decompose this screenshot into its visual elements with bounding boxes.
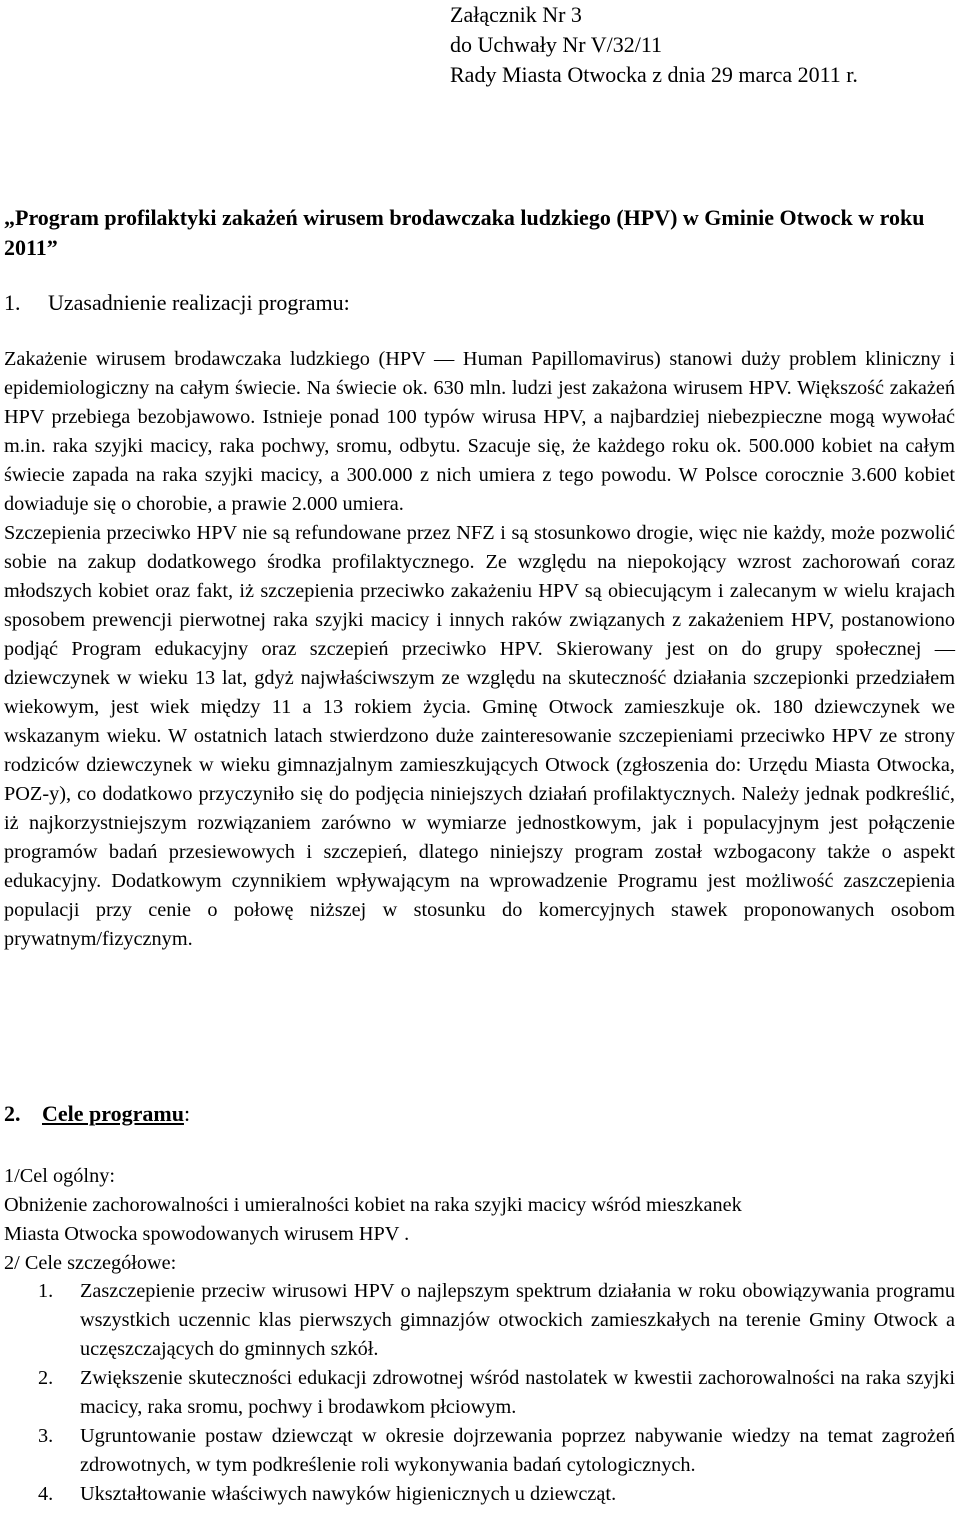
attachment-header <box>450 0 858 90</box>
section-1-heading-text: Uzasadnienie realizacji programu: <box>48 290 350 315</box>
header-line-council: Rady Miasta Otwocka z dnia 29 marca 2011 r. <box>450 62 858 87</box>
list-item <box>38 1277 955 1364</box>
list-item-number: 4. <box>38 1483 54 1505</box>
section-2-heading-colon: : <box>183 1101 191 1126</box>
list-item-number: 3. <box>38 1425 54 1447</box>
section-2-number: 2. <box>4 1101 21 1126</box>
list-item-text: Ugruntowanie postaw dziewcząt w okresie dojrzewania poprzez nabywanie wiedzy na temat zagrożeń zdrowotnych, w tym podkreślenie roli wykonywania badań cytologicznych. <box>80 1425 955 1476</box>
list-item <box>38 1480 955 1509</box>
general-goal-line-1: Obniżenie zachorowalności i umieralności kobiet na raka szyjki macicy wśród mieszkanek <box>4 1194 742 1216</box>
list-item-text: Ukształtowanie właściwych nawyków higienicznych u dziewcząt. <box>80 1483 617 1505</box>
header-line-attachment: Załącznik Nr 3 <box>450 2 582 27</box>
section-1-paragraph-1: Zakażenie wirusem brodawczaka ludzkiego (HPV — Human Papillomavirus) stanowi duży problem kliniczny i epidemiologiczny na całym świecie. Na świecie ok. 630 mln. ludzi jest zakażona wirusem HPV. Większość zakażeń HPV przebiega bezobjawowo. Istnieje ponad 100 typów wirusa HPV, a najbardziej niebezpieczne mogą wywołać m.in. raka szyjki macicy, raka pochwy, sromu, odbytu. Szacuje się, że każdego roku ok. 500.000 kobiet na całym świecie zapada na raka szyjki macicy, a 300.000 z nich umiera z tego powodu. W Polsce corocznie 3.600 kobiet dowiaduje się o chorobie, a prawie 2.000 umiera. <box>4 348 955 515</box>
general-goal-label: 1/Cel ogólny: <box>4 1165 115 1187</box>
section-2-heading <box>4 1099 190 1129</box>
list-item-number: 1. <box>38 1280 54 1302</box>
list-item-number: 2. <box>38 1367 54 1389</box>
section-1-number: 1. <box>4 290 21 315</box>
list-item <box>38 1422 955 1480</box>
specific-goals-label: 2/ Cele szczegółowe: <box>4 1252 177 1274</box>
section-1-body <box>4 345 955 954</box>
section-1-heading <box>4 288 350 318</box>
section-2-heading-text: Cele programu <box>42 1101 184 1126</box>
general-goal-line-2: Miasta Otwocka spowodowanych wirusem HPV . <box>4 1223 410 1245</box>
list-item <box>38 1364 955 1422</box>
section-1-paragraph-2: Szczepienia przeciwko HPV nie są refundowane przez NFZ i są stosunkowo drogie, więc nie każdy, może pozwolić sobie na zakup dodatkowego środka profilaktycznego. Ze względu na niepokojący wzrost zachorowań coraz młodszych kobiet oraz fakt, iż szczepienia przeciwko zakażeniu HPV są obiecującym i zalecanym w wielu krajach sposobem prewencji pierwotnej raka szyjki macicy i innych raków związanych z zakażeniem HPV, postanowiono podjąć Program edukacyjny oraz szczepień przeciwko HPV. Skierowany jest on do grupy społecznej — dziewczynek w wieku 13 lat, gdyż najwłaściwszym ze względu na skuteczność działania szczepionki przedziałem wiekowym, jest wiek między 11 a 13 rokiem życia. Gminę Otwock zamieszkuje ok. 180 dziewczynek we wskazanym wieku. W ostatnich latach stwierdzono duże zainteresowanie szczepieniami przeciwko HPV ze strony rodziców dziewczynek w wieku gimnazjalnym zamieszkujących Otwock (zgłoszenia do: Urzędu Miasta Otwocka, POZ-y), co dodatkowo przyczyniło się do podjęcia niniejszych działań profilaktycznych. Należy jednak podkreślić, iż najkorzystniejszym rozwiązaniem zarówno w wymiarze jednostkowym, jak i populacyjnym jest połączenie programów badań przesiewowych i szczepień, dlatego niniejszy program został wzbogacony także o aspekt edukacyjny. Dodatkowym czynnikiem wpływającym na wprowadzenie Programu jest możliwość zaszczepienia populacji przy cenie o połowę niższej w stosunku do komercyjnych stawek proponowanych osobom prywatnym/fizycznym. <box>4 522 955 950</box>
header-line-resolution: do Uchwały Nr V/32/11 <box>450 32 663 57</box>
program-title: „Program profilaktyki zakażeń wirusem brodawczaka ludzkiego (HPV) w Gminie Otwock w roku 2011” <box>4 205 925 260</box>
list-item-text: Zwiększenie skuteczności edukacji zdrowotnej wśród nastolatek w kwestii zachorowalności na raka szyjki macicy, raka sromu, pochwy i brodawkom płciowym. <box>80 1367 955 1418</box>
goals-block <box>4 1162 955 1278</box>
specific-goals-list <box>38 1277 955 1509</box>
list-item-text: Zaszczepienie przeciw wirusowi HPV o najlepszym spektrum działania w roku obowiązywania programu wszystkich uczennic klas pierwszych gimnazjów otwockich zamieszkałych na terenie Gminy Otwock a uczęszczających do gminnych szkół. <box>80 1280 955 1360</box>
